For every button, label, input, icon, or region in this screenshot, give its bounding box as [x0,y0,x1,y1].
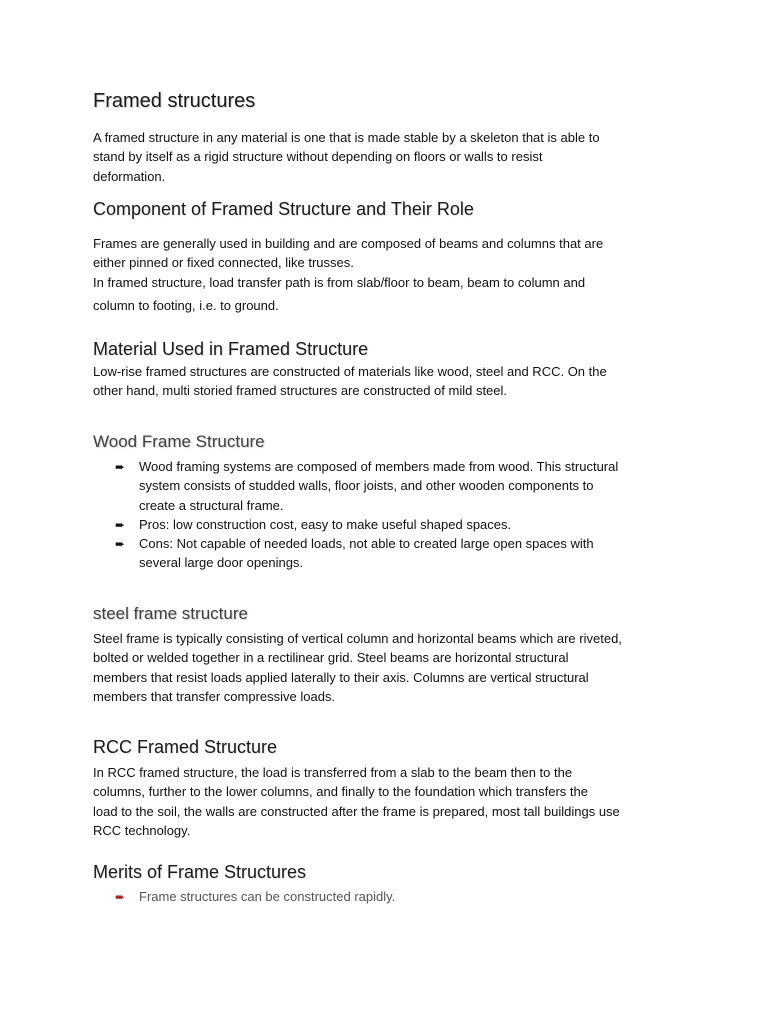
materials-heading: Material Used in Framed Structure [93,339,369,359]
arrow-bullet-icon: ➨ [115,890,126,904]
text-line: A framed structure in any material is one that is made stable by a skeleton that is able to [93,130,600,145]
arrow-bullet-icon: ➨ [115,537,126,552]
merits-heading: Merits of Frame Structures [93,862,307,882]
steel-heading: steel frame structure [93,604,248,623]
list-item [93,515,693,534]
text-line: several large door openings. [139,555,304,571]
merits-bullet-list [93,887,693,906]
text-line: bolted or welded together in a rectilinear grid. Steel beams are horizontal structural [93,650,569,666]
arrow-bullet-icon: ➨ [115,517,126,532]
list-item [93,534,693,573]
components-paragraph [93,234,693,315]
text-line: load to the soil, the walls are constructed after the frame is prepared, most tall buildings use [93,803,620,819]
text-line: Steel frame is typically consisting of vertical column and horizontal beams which are riveted, [93,631,622,646]
text-line: either pinned or fixed connected, like trusses. [93,255,354,271]
text-line: Frame structures can be constructed rapidly. [139,889,396,904]
list-item [93,457,693,515]
rcc-paragraph [93,763,693,840]
text-line: members that transfer compressive loads. [93,688,336,704]
arrow-bullet-icon: ➨ [115,460,126,474]
text-line: columns, further to the lower columns, and finally to the foundation which transfers the [93,784,588,800]
text-line: other hand, multi storied framed structures are constructed of mild steel. [93,383,508,399]
text-line: column to footing, i.e. to ground. [93,297,279,313]
text-line: create a structural frame. [139,497,284,513]
intro-paragraph [93,128,693,186]
text-line: system consists of studded walls, floor joists, and other wooden components to [139,478,594,494]
text-line: deformation. [93,168,166,184]
text-line: Frames are generally used in building and are composed of beams and columns that are [93,236,604,251]
text-line: Cons: Not capable of needed loads, not able to created large open spaces with [139,536,594,552]
rcc-heading: RCC Framed Structure [93,737,278,757]
components-heading: Component of Framed Structure and Their Role [93,199,474,219]
wood-heading: Wood Frame Structure [93,432,265,451]
list-item [93,887,693,906]
text-line: stand by itself as a rigid structure without depending on floors or walls to resist [93,149,543,165]
text-line: RCC technology. [93,822,191,838]
materials-paragraph [93,362,693,401]
text-line: Low-rise framed structures are constructed of materials like wood, steel and RCC. On the [93,364,607,379]
wood-bullet-list [93,457,693,573]
text-line: In framed structure, load transfer path is from slab/floor to beam, beam to column and [93,274,586,290]
text-line: Pros: low construction cost, easy to make useful shaped spaces. [139,516,512,532]
page-title: Framed structures [93,90,256,112]
text-line: Wood framing systems are composed of members made from wood. This structural [139,459,619,474]
steel-paragraph [93,629,693,706]
text-line: In RCC framed structure, the load is transferred from a slab to the beam then to the [93,765,573,780]
text-line: members that resist loads applied laterally to their axis. Columns are vertical structural [93,669,589,685]
